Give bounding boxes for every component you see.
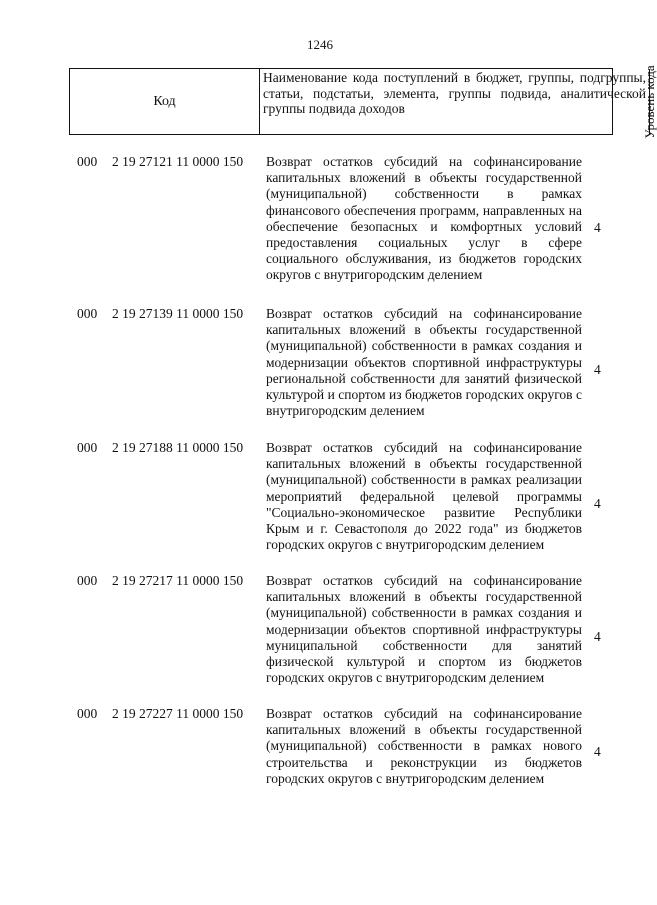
revenue-name: Возврат остатков субсидий на софинансирование капитальных вложений в объекты государственной (муниципальной) собственности в рамках реализации мероприятий федеральной целевой программы "Социально-экономическое развитие Республики Крым и г. Севастополя до 2022 года" из бюджетов городских округов с внутригородским делением: [266, 440, 582, 553]
code-level: 4: [594, 744, 601, 759]
admin-code: 000: [77, 706, 98, 721]
code-level: 4: [594, 220, 601, 235]
revenue-name: Возврат остатков субсидий на софинансирование капитальных вложений в объекты государственной (муниципальной) собственности в рамках нового строительства и реконструкции из бюджетов городских округов с внутригородским делением: [266, 706, 582, 786]
header-code-cell: [70, 69, 260, 134]
page-number: 1246: [307, 37, 333, 52]
header-level-label: Уровень кода: [642, 64, 657, 139]
header-code-label: Код: [153, 93, 176, 109]
code-level: 4: [594, 362, 601, 377]
admin-code: 000: [77, 440, 98, 455]
revenue-code: 2 19 27121 11 0000 150: [112, 154, 244, 169]
revenue-name: Возврат остатков субсидий на софинансирование капитальных вложений в объекты государственной (муниципальной) собственности в рамках создания и модернизации объектов спортивной инфраструктуры региональной собственности для занятий физической культурой и спортом из бюджетов городских округов с внутригородским делением: [266, 306, 582, 419]
admin-code: 000: [77, 306, 98, 321]
header-name-label: Наименование кода поступлений в бюджет, группы, подгруппы, статьи, подстатьи, элемента, группы подвида, аналитической группы подвида доходов: [263, 70, 646, 116]
code-level: 4: [594, 629, 601, 644]
header-name-cell: [260, 69, 650, 134]
admin-code: 000: [77, 154, 98, 169]
code-level: 4: [594, 496, 601, 511]
admin-code: 000: [77, 573, 98, 588]
revenue-name: Возврат остатков субсидий на софинансирование капитальных вложений в объекты государственной (муниципальной) собственности в рамках создания и модернизации объектов спортивной инфраструктуры муниципальной собственности для занятий физической культурой и спортом из бюджетов городских округов с внутригородским делением: [266, 573, 582, 686]
revenue-code: 2 19 27227 11 0000 150: [112, 706, 244, 721]
revenue-code: 2 19 27217 11 0000 150: [112, 573, 244, 588]
revenue-code: 2 19 27188 11 0000 150: [112, 440, 244, 455]
revenue-name: Возврат остатков субсидий на софинансирование капитальных вложений в объекты государственной (муниципальной) собственности в рамках финансового обеспечения программ, направленных на обеспечение безопасных и комфортных условий предоставления социальных услуг в сфере социального обслуживания, из бюджетов городских округов с внутригородским делением: [266, 154, 582, 283]
table-header: [69, 64, 657, 139]
revenue-code: 2 19 27139 11 0000 150: [112, 306, 244, 321]
